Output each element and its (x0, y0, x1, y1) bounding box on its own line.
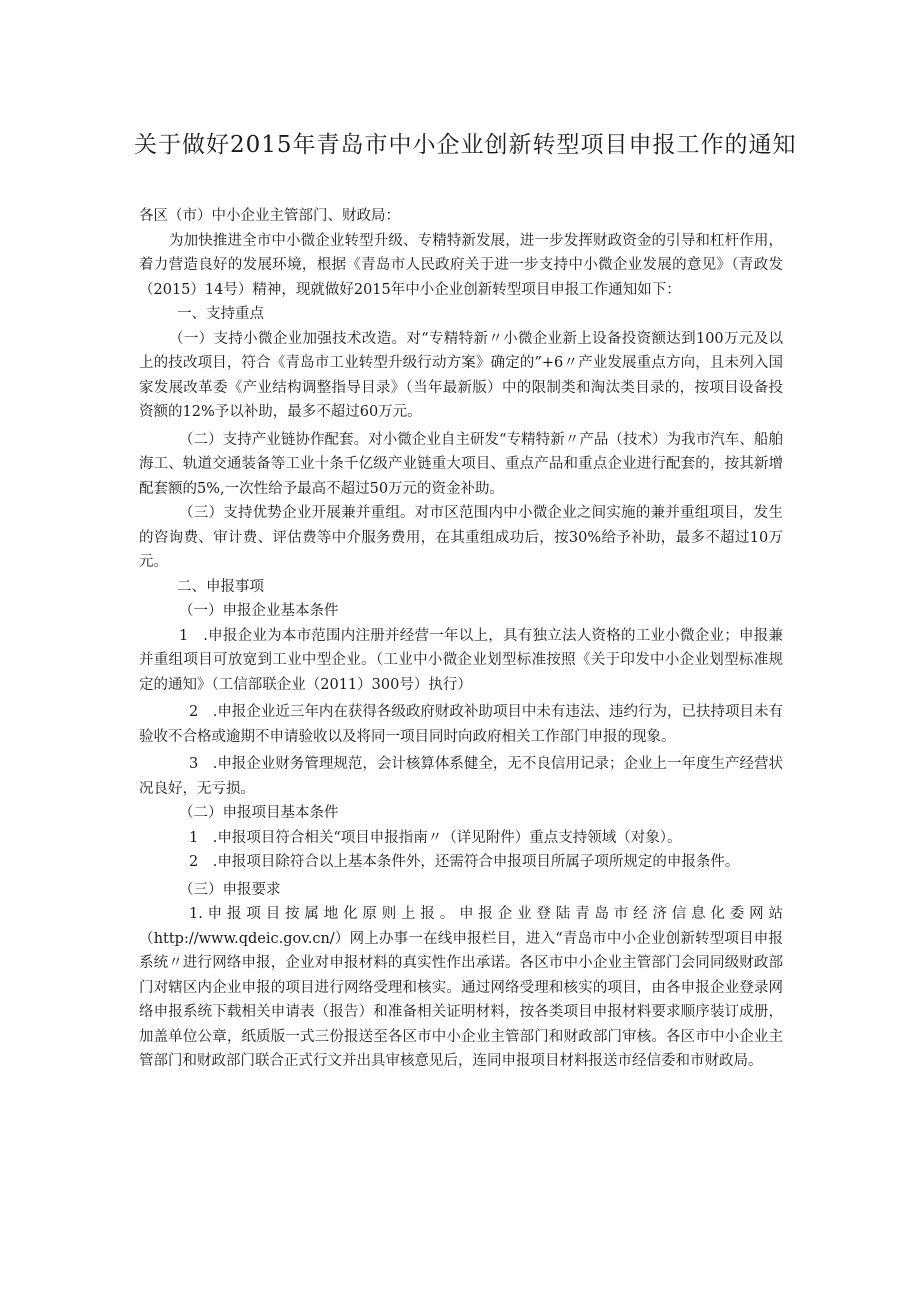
condition-item: 1 .申报项目符合相关“项目申报指南〃（详见附件）重点支持领域（对象）。 (189, 829, 682, 846)
condition-item: 2 .申报项目除符合以上基本条件外，还需符合申报项目所属子项所规定的申报条件。 (189, 854, 740, 870)
support-item: （二）支持产业链协作配套。对小微企业自主研发“专精特新〃产品（技术）为我市汽车、船舶海工、轨道交通装备等工业十条千亿级产业链重大项目、重点产品和重点企业进行配套的，按其新增配套额的5%,一次性给予最高不超过50万元的资金补助。 (139, 431, 783, 497)
subsection-heading: （三）申报要求 (179, 881, 281, 898)
condition-item: 1 .申报企业为本市范围内注册并经营一年以上，具有独立法人资格的工业小微企业；申报兼并重组项目可放宽到工业中型企业。（工业中小微企业划型标准按照《关于印发中小企业划型标准规定的通知》（工信部联企业（2011）300号）执行） (139, 627, 783, 693)
document-title: 关于做好2015年青岛市中小企业创新转型项目申报工作的通知 (134, 132, 797, 158)
support-item: （一）支持小微企业加强技术改造。对“专精特新〃小微企业新上设备投资额达到100万元及以上的技改项目，符合《青岛市工业转型升级行动方案》确定的”+6〃产业发展重点方向，且未列入国家发展改革委《产业结构调整指导目录》（当年最新版）中的限制类和淘汰类目录的，按项目设备投资额的12%予以补助，最多不超过60万元。 (139, 330, 783, 420)
subsection-heading: （一）申报企业基本条件 (179, 603, 339, 619)
section-heading-application: 二、申报事项 (177, 578, 264, 595)
support-item: （三）支持优势企业开展兼并重组。对市区范围内中小微企业之间实施的兼并重组项目，发生的咨询费、审计费、评估费等中介服务费用，在其重组成功后，按30%给予补助，最多不超过10万元。 (139, 505, 783, 570)
condition-item: 3 .申报企业财务管理规范，会计核算体系健全，无不良信用记录；企业上一年度生产经营状况良好，无亏损。 (139, 756, 783, 797)
document-body (139, 204, 783, 1074)
requirement-item: 1.申报项目按属地化原则上报。申报企业登陆青岛市经济信息化委网站（http://www.qdeic.gov.cn/）网上办事一在线申报栏目，进入“青岛市中小企业创新转型项目申报系统〃进行网络申报，企业对申报材料的真实性作出承诺。各区市中小企业主管部门会同同级财政部门对辖区内企业申报的项目进行网络受理和核实。通过网络受理和核实的项目，由各申报企业登录网络申报系统下载相关申请表（报告）和准备相关证明材料，按各类项目申报材料要求顺序装订成册，加盖单位公章，纸质版一式三份报送至各区市中小企业主管部门和财政部门审核。各区市中小企业主管部门和财政部门联合正式行文并出具审核意见后，连同申报项目材料报送市经信委和市财政局。 (139, 906, 783, 1069)
subsection-heading: （二）申报项目基本条件 (179, 805, 339, 821)
section-heading-support: 一、支持重点 (177, 306, 264, 322)
salutation: 各区（市）中小企业主管部门、财政局： (139, 208, 400, 224)
condition-item: 2 .申报企业近三年内在获得各级政府财政补助项目中未有违法、违约行为，已扶持项目未有验收不合格或逾期不申请验收以及将同一项目同时向政府相关工作部门申报的现象。 (139, 704, 783, 745)
intro-paragraph: 为加快推进全市中小微企业转型升级、专精特新发展，进一步发挥财政资金的引导和杠杆作用，着力营造良好的发展环境，根据《青岛市人民政府关于进一步支持中小微企业发展的意见》（青政发（2015）14号）精神，现就做好2015年中小企业创新转型项目申报工作通知如下： (139, 232, 783, 298)
